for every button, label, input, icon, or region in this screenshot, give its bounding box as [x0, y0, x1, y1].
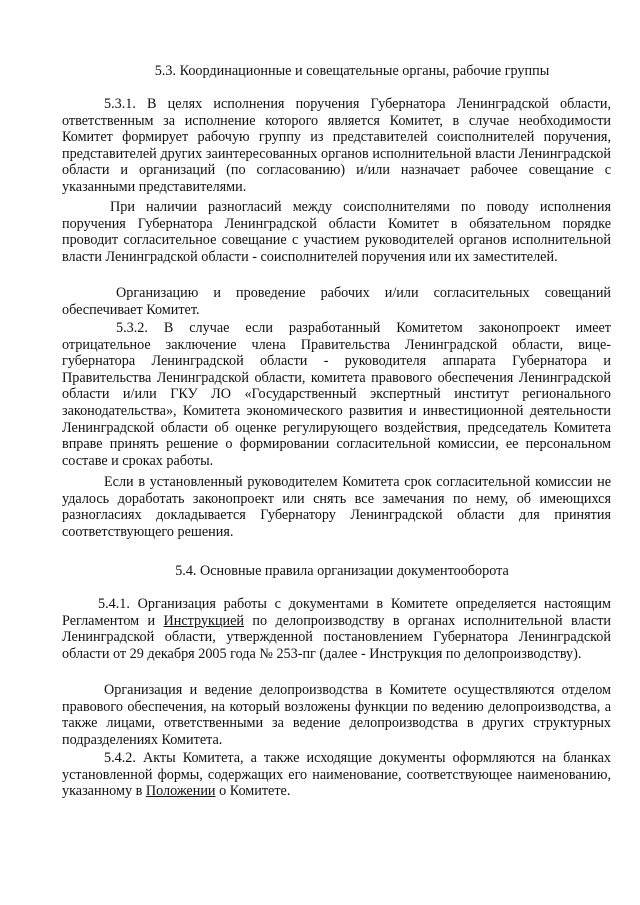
paragraph-5-4-2-text-start: 5.4.2. Акты Комитета, а также исходящие документы оформляются на бланках установленной формы, содержащих его наименование, соответствующее наименованию, указанному в	[62, 750, 611, 800]
instruction-link[interactable]: Инструкцией	[163, 612, 245, 629]
paragraph-5-3-1-disagreements: При наличии разногласий между соисполнителями по поводу исполнения поручения Губернатора Ленинградской области Комитет в обязательном порядке проводит согласительное совещание с участием руководителей органов исполнительной власти Ленинградской области - соисполнителей поручения или их заместителей.	[62, 199, 611, 265]
paragraph-5-4-2-text-end: о Комитете.	[215, 783, 291, 800]
paragraph-5-4-1-text-start: 5.4.1. Организация работы с документами в Комитете определяется настоящим Регламентом и	[62, 596, 611, 629]
section-5-3-title: 5.3. Координационные и совещательные органы, рабочие группы	[154, 63, 550, 79]
paragraph-5-3-2-escalation: Если в установленный руководителем Комитета срок согласительной комиссии не удалось доработать законопроект или снять все замечания по нему, об имеющихся разногласиях докладывается Губернатору Ленинградской области для принятия соответствующего решения.	[62, 474, 611, 540]
section-5-4-title: 5.4. Основные правила организации документооборота	[175, 563, 509, 579]
paragraph-5-3-2: 5.3.2. В случае если разработанный Комитетом законопроект имеет отрицательное заключение члена Правительства Ленинградской области, вице-губернатора Ленинградской области - руководителя аппарата Губернатора и Правительства Ленинградской области, комитета правового обеспечения Ленинградской области и/или ГКУ ЛО «Государственный экспертный институт регионального законодательства», Комитета экономического развития и инвестиционной деятельности Ленинградской области об оценке регулирующего воздействия, председатель Комитета вправе принять решение о формировании согласительной комиссии, ее персональном составе и сроках работы.	[62, 320, 611, 469]
paragraph-5-4-2	[62, 750, 611, 800]
regulation-link[interactable]: Положении	[145, 783, 216, 800]
paragraph-5-3-1: 5.3.1. В целях исполнения поручения Губернатора Ленинградской области, ответственным за исполнение которого является Комитет, в случае необходимости Комитет формирует рабочую группу из представителей соисполнителей поручения, представителей других заинтересованных органов исполнительной власти Ленинградской области и организаций (по согласованию) и/или назначает рабочее совещание с указанными представителями.	[62, 96, 611, 195]
paragraph-5-4-1-records: Организация и ведение делопроизводства в Комитете осуществляются отделом правового обеспечения, на который возложены функции по ведению делопроизводства, а также лицами, ответственными за ведение делопроизводства в других структурных подразделениях Комитета.	[62, 682, 611, 748]
paragraph-5-4-1-text-end: по делопроизводству в органах исполнительной власти Ленинградской области, утвержденной постановлением Губернатора Ленинградской области от 29 декабря 2005 года № 253-пг (далее - Инструкция по делопроизводству).	[62, 612, 612, 662]
paragraph-5-3-1-meetings: Организацию и проведение рабочих и/или согласительных совещаний обеспечивает Комитет.	[62, 285, 611, 318]
paragraph-5-4-1	[62, 596, 611, 662]
